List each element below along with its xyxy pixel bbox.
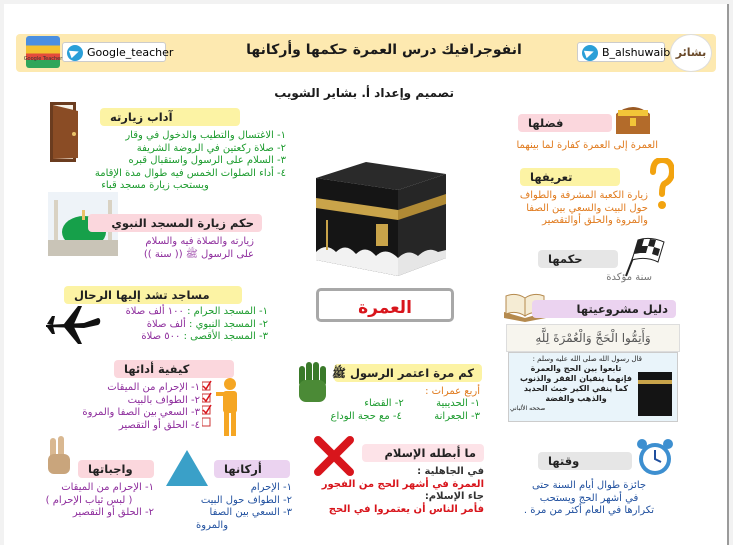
hukm-ziyara-title: حكم زيارة المسجد النبوي [88,214,262,232]
kayfiya-item: ٣- السعي بين الصفا والمروة [82,407,200,418]
hukmuha-line: سنة مؤكدة [606,272,652,283]
arkan-item: ٢- الطواف حول البيت [200,494,292,506]
treasure-icon [612,100,654,138]
handle-left: Google_teacher [87,46,174,59]
kaaba-icon [306,156,456,288]
tarifuha-item: حول البيت والسعي بين الصفا [526,202,648,214]
google-teacher-logo-text: Google Teacher [23,56,63,62]
handle-left-box[interactable] [62,42,174,62]
question-mark-icon [650,158,674,212]
masjid-row: ٢- المسجد النبوي : ألف صلاة [146,318,268,330]
tarifuha-item: زيارة الكعبة المشرفة والطواف [519,190,648,201]
kayfiya-item: ٤- الحلق أو التقصير [118,419,200,431]
dalil-title: دليل مشروعيتها [532,300,676,318]
waqtuha-item: تكرارها في العام أكثر من مرة . [523,505,655,516]
ma-abtalahu-line: فأمر الناس أن يعتمروا في الحج [328,503,484,515]
kam-marra-row: ١- الحديبية ٢- القضاء [364,398,480,409]
hukm-ziyara-text [104,236,254,261]
kayfiya-title: كيفية أدائها [114,360,234,378]
hadith-source: صححه الألباني [510,405,546,412]
adab-item: ١- الاغتسال والتطيب والدخول في وقار [125,130,286,141]
faduha-title: فضلها [518,114,612,132]
ma-abtalahu-text [304,466,484,516]
two-fingers-icon [44,436,76,476]
google-teacher-logo [26,36,60,68]
adab-item: ويستحب زيارة مسجد قباء [101,180,209,191]
adab-item: ٢- صلاة ركعتين في الروضة الشريفة [136,142,286,154]
telegram-icon [67,45,83,61]
handle-right: B_alshuwaib [602,46,671,59]
handle-right-box[interactable] [577,42,671,62]
wajibat-item: ( لبس ثياب الإحرام ) [45,494,133,506]
kayfiya-item: ٢- الطواف بالبيت [127,394,200,406]
hukm-ziyara-line: على الرسول ﷺ (( سنة )) [143,248,254,260]
wajibat-title: واجباتها [78,460,154,478]
masajid-list [106,306,268,344]
ma-abtalahu-line: جاء الإسلام: [424,491,484,502]
adab-item: ٣- السلام على الرسول واستقبال قبره [128,155,286,166]
center-label-box [316,288,454,322]
tarifuha-title: تعريفها [520,168,620,186]
kayfiya-item: ١- الإحرام من الميقات [107,382,200,393]
arkan-item: ٣- السعي بين الصفا [209,507,292,518]
tarifuha-item: والمروة والحلق أوالتقصير [542,215,648,226]
kayfiya-list [60,382,200,432]
telegram-icon [582,45,598,61]
verse-box [506,324,680,352]
kam-marra-intro: أربع عمرات : [425,386,480,397]
adab-title: آداب زيارته [100,108,240,126]
adab-list [24,130,286,193]
logo-right: بشائر [670,34,712,72]
faduha-line: العمرة إلى العمرة كفارة لما بينهما [516,140,658,151]
faduha-text [490,140,658,153]
ma-abtalahu-title: ما أبطله الإسلام [362,444,484,462]
ma-abtalahu-line: في الجاهلية : [417,466,484,477]
kam-marra-title: كم مرة اعتمر الرسول ﷺ [334,364,482,382]
hadith-line: كما ينفي الكير خبث الحديد [523,384,629,393]
waqtuha-item: جائزة طوال أيام السنة حتى [531,480,647,491]
masjid-row: ١- المسجد الحرام : ١٠٠ ألف صلاة [125,306,268,317]
wajibat-list [24,482,154,520]
ma-abtalahu-line: العمرة في أشهر الحج من الفجور [321,478,484,490]
alarm-clock-icon [634,436,676,478]
waqtuha-item: في أشهر الحج ويستحب [539,492,639,504]
kam-marra-list [304,398,480,423]
arkan-title: أركانها [214,460,290,478]
hadith-line: والذهب والفضة [545,394,607,403]
subtitle: تصميم وإعداد أ. بشاير الشويب [274,86,454,100]
hadith-text [510,354,642,414]
header-title: انفوجرافيك درس العمرة حكمها وأركانها [246,42,522,58]
waqtuha-list [504,480,674,518]
arkan-list [172,482,292,532]
hukm-ziyara-line: زيارته والصلاة فيه والسلام [145,236,254,247]
wajibat-item: ١- الإحرام من الميقات [61,482,154,493]
infographic-page [4,4,729,545]
kam-marra-row: ٣- الجعرانة ٤- مع حجة الوداع [330,410,480,422]
hukmuha-title: حكمها [538,250,618,268]
man-checklist-icon [202,376,244,438]
masajid-title: مساجد تشد إليها الرحال [64,286,242,304]
center-label: العمرة [358,298,412,318]
arkan-item: ١- الإحرام [250,482,292,493]
verse-text: وَأَتِمُّوا الْحَجَّ وَالْعُمْرَةَ لِلَّهِ [535,331,651,345]
hadith-intro: قال رسول الله صلى الله عليه وسلم : [532,355,642,363]
hadith-line: فإنهما ينفيان الفقر والذنوب [519,374,632,383]
waqtuha-title: وقتها [538,452,632,470]
masjid-row: ٣- المسجد الأقصى : ٥٠٠ صلاة [141,331,268,342]
arkan-item: والمروة [196,519,229,531]
wajibat-item: ٢- الحلق أو التقصير [72,507,154,518]
airplane-icon [44,304,102,346]
hadith-line: تابعوا بين الحج والعمرة [530,364,622,373]
hukmuha-text [544,272,652,285]
tarifuha-list [504,190,648,228]
adab-item: ٤- أداء الصلوات الخمس فيه طوال مدة الإقامة [94,167,286,179]
